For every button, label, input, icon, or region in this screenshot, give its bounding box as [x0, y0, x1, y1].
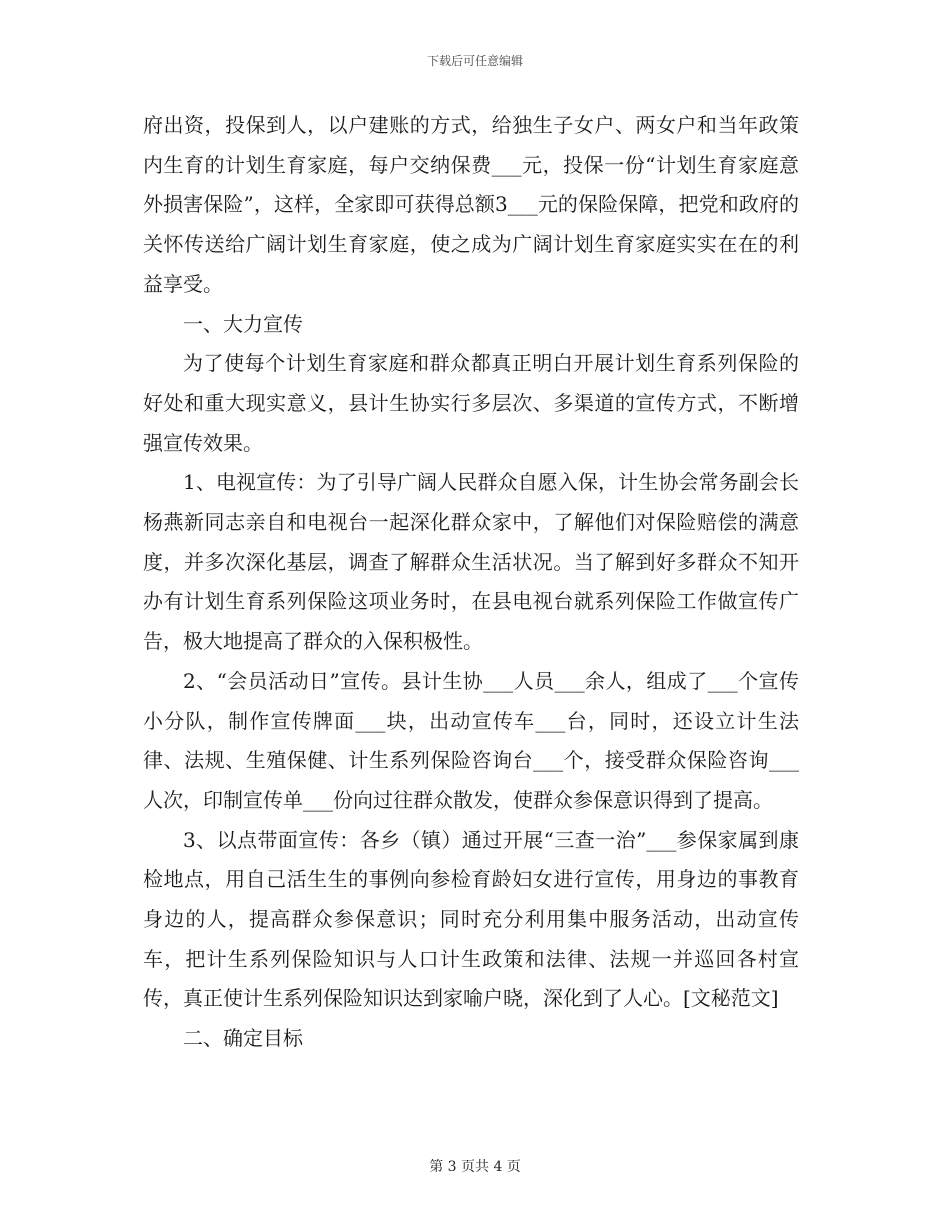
document-body — [143, 106, 799, 1059]
page-footer: 第 3 页共 4 页 — [429, 1159, 521, 1175]
section-heading-targets: 二、确定目标 — [183, 1026, 303, 1051]
paragraph-continuation: 府出资，投保到人，以户建账的方式，给独生子女户、两女户和当年政策内生育的计划生育家庭，每户交纳保费___元，投保一份“计划生育家庭意外损害保险”，这样，全家即可获得总额3___元的保险保障，把党和政府的关怀传送给广阔计划生育家庭，使之成为广阔计划生育家庭实实在在的利益享受。 — [143, 113, 799, 296]
paragraph-point-to-area-publicity: 3、以点带面宣传：各乡（镇）通过开展“三查一治”___参保家属到康检地点，用自己活生生的事例向参检育龄妇女进行宣传，用身边的事教育身边的人，提高群众参保意识；同时充分利用集中服务活动，出动宣传车，把计生系列保险知识与人口计生政策和法律、法规一并巡回各村宣传，真正使计生系列保险知识达到家喻户晓，深化到了人心。[文秘范文] — [143, 827, 799, 1011]
paragraph-member-day-publicity: 2、“会员活动日”宣传。县计生协___人员___余人，组成了___个宣传小分队，制作宣传牌面___块，出动宣传车___台，同时，还设立计生法律、法规、生殖保健、计生系列保险咨询台___个，接受群众保险咨询___人次，印制宣传单___份向过往群众散发，使群众参保意识得到了提高。 — [143, 668, 799, 812]
paragraph-publicity-intro: 为了使每个计划生育家庭和群众都真正明白开展计划生育系列保险的好处和重大现实意义，县计生协实行多层次、多渠道的宣传方式，不断增强宣传效果。 — [143, 351, 799, 455]
page-header: 下载后可任意编辑 — [426, 54, 523, 68]
paragraph-tv-publicity: 1、电视宣传：为了引导广阔人民群众自愿入保，计生协会常务副会长杨燕新同志亲自和电视台一起深化群众家中，了解他们对保险赔偿的满意度，并多次深化基层，调查了解群众生活状况。当了解到好多群众不知开办有计划生育系列保险这项业务时，在县电视台就系列保险工作做宣传广告，极大地提高了群众的入保积极性。 — [143, 470, 799, 654]
section-heading-publicity: 一、大力宣传 — [183, 311, 303, 336]
